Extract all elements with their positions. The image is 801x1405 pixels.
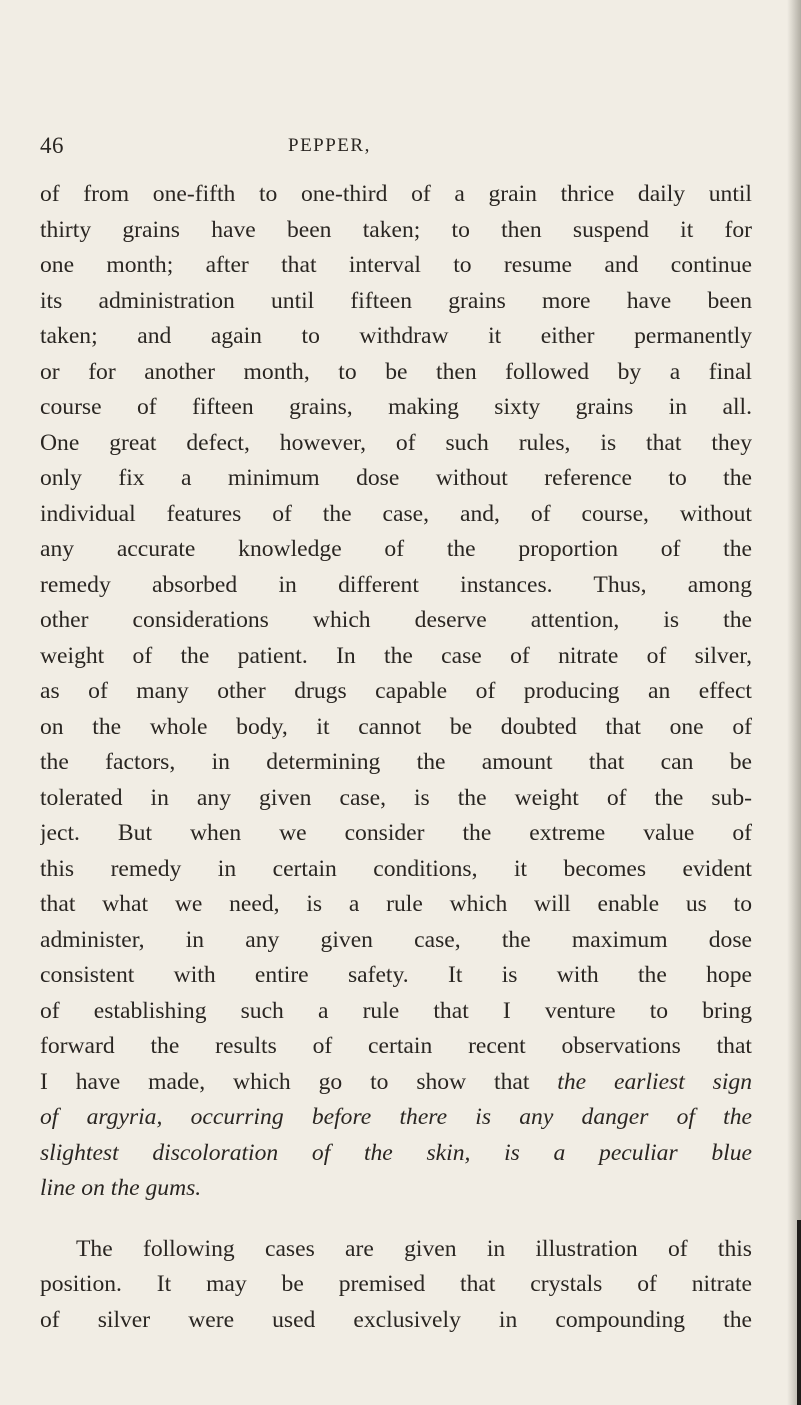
text-line: weight of the patient. In the case of nitrate of silver, [40, 642, 752, 669]
emphasis-text: slightest discoloration of the skin, is a peculiar blue [40, 1139, 752, 1166]
text-line: The following cases are given in illustration of this [76, 1235, 752, 1262]
text-line: as of many other drugs capable of producing an effect [40, 678, 752, 704]
page-number: 46 [40, 133, 64, 158]
text-line: on the whole body, it cannot be doubted that one of [40, 713, 752, 740]
paragraph-1 [40, 177, 752, 1207]
text-line: consistent with entire safety. It is with the hope [40, 962, 752, 988]
text-line: its administration until fifteen grains more have been [40, 287, 752, 314]
text-line: one month; after that interval to resume and continue [40, 252, 752, 278]
running-head: PEPPER, [288, 135, 371, 156]
paragraph-gap [40, 1207, 752, 1232]
text-line: the factors, in determining the amount that can be [40, 749, 752, 775]
emphasis-text: of argyria, occurring before there is any danger of the [40, 1104, 752, 1130]
text-line: other considerations which deserve attention, is the [40, 607, 752, 633]
text-line: course of fifteen grains, making sixty grains in all. [40, 394, 752, 420]
text-line: position. It may be premised that crystals of nitrate [40, 1271, 752, 1297]
page-edge-shadow [787, 0, 801, 1405]
paragraph-2 [40, 1232, 752, 1339]
text-line [40, 1171, 752, 1207]
text-line: that what we need, is a rule which will enable us to [40, 891, 752, 917]
text-line: tolerated in any given case, is the weight of the sub- [40, 784, 752, 811]
text-line: of silver were used exclusively in compounding the [40, 1306, 752, 1333]
text-line: this remedy in certain conditions, it becomes evident [40, 855, 752, 882]
text-line: only fix a minimum dose without reference to the [40, 465, 752, 491]
text-line [40, 1100, 752, 1136]
text-line: One great defect, however, of such rules, is that they [40, 429, 752, 456]
text-line-mixed [40, 1065, 752, 1101]
body-text [40, 177, 752, 1338]
text-line: taken; and again to withdraw it either permanently [40, 323, 752, 349]
text-line: administer, in any given case, the maximum dose [40, 926, 752, 953]
text-line [40, 1136, 752, 1172]
text-line: remedy absorbed in different instances. Thus, among [40, 571, 752, 598]
text-line: individual features of the case, and, of course, without [40, 500, 752, 527]
text-fragment: I have made, which go to show that [40, 1068, 558, 1095]
text-line: ject. But when we consider the extreme value of [40, 820, 752, 846]
page-edge-binding [797, 1220, 801, 1405]
page-header [40, 133, 730, 163]
text-line: of from one-fifth to one-third of a grain thrice daily until [40, 181, 752, 207]
text-line: any accurate knowledge of the proportion of the [40, 536, 752, 562]
text-line: or for another month, to be then followed by a final [40, 358, 752, 385]
text-line: forward the results of certain recent observations that [40, 1033, 752, 1059]
emphasis-text: line on the gums. [40, 1175, 202, 1201]
text-line: thirty grains have been taken; to then suspend it for [40, 216, 752, 243]
text-line: of establishing such a rule that I venture to bring [40, 997, 752, 1024]
emphasis-text: the earliest sign [557, 1068, 752, 1095]
